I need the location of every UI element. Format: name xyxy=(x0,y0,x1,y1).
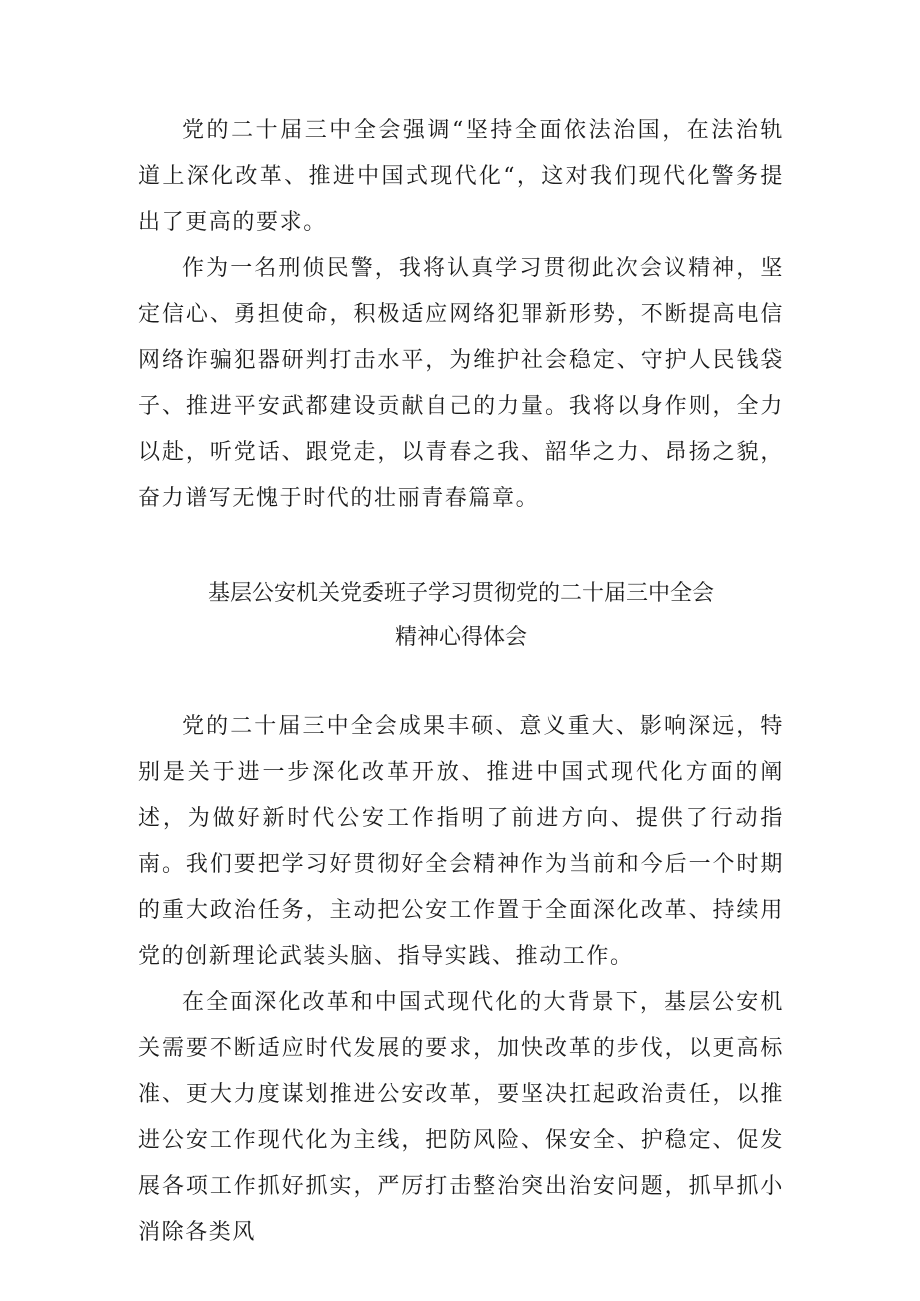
paragraph-1: 党的二十届三中全会强调“坚持全面依法治国，在法治轨道上深化改革、推进中国式现代化“，这对我们现代化警务提出了更高的要求。 xyxy=(138,118,784,235)
article-title-line-1: 基层公安机关党委班子学习贯彻党的二十届三中全会 xyxy=(207,581,714,606)
paragraph-4: 在全面深化改革和中国式现代化的大背景下，基层公安机关需要不断适应时代发展的要求，加快改革的步伐，以更高标准、更大力度谋划推进公安改革，要坚决扛起政治责任，以推进公安工作现代化为主线，把防风险、保安全、护稳定、促发展各项工作抓好抓实，严厉打击整治突出治安问题，抓早抓小消除各类风 xyxy=(138,990,784,1245)
document-page xyxy=(138,108,784,1256)
article-title xyxy=(138,572,784,660)
paragraph-2: 作为一名刑侦民警，我将认真学习贯彻此次会议精神，坚定信心、勇担使命，积极适应网络犯罪新形势，不断提高电信网络诈骗犯器研判打击水平，为维护社会稳定、守护人民钱袋子、推进平安武都建设贡献自己的力量。我将以身作则，全力以赴，听党话、跟党走，以青春之我、韶华之力、昂扬之貌，奋力谱写无愧于时代的壮丽青春篇章。 xyxy=(138,256,784,511)
paragraph-3: 党的二十届三中全会成果丰硕、意义重大、影响深远，特别是关于进一步深化改革开放、推进中国式现代化方面的阐述，为做好新时代公安工作指明了前进方向、提供了行动指南。我们要把学习好贯彻好全会精神作为当前和今后一个时期的重大政治任务，主动把公安工作置于全面深化改革、持续用党的创新理论武装头脑、指导实践、推动工作。 xyxy=(138,714,784,969)
article-title-line-2: 精神心得体会 xyxy=(394,625,527,650)
